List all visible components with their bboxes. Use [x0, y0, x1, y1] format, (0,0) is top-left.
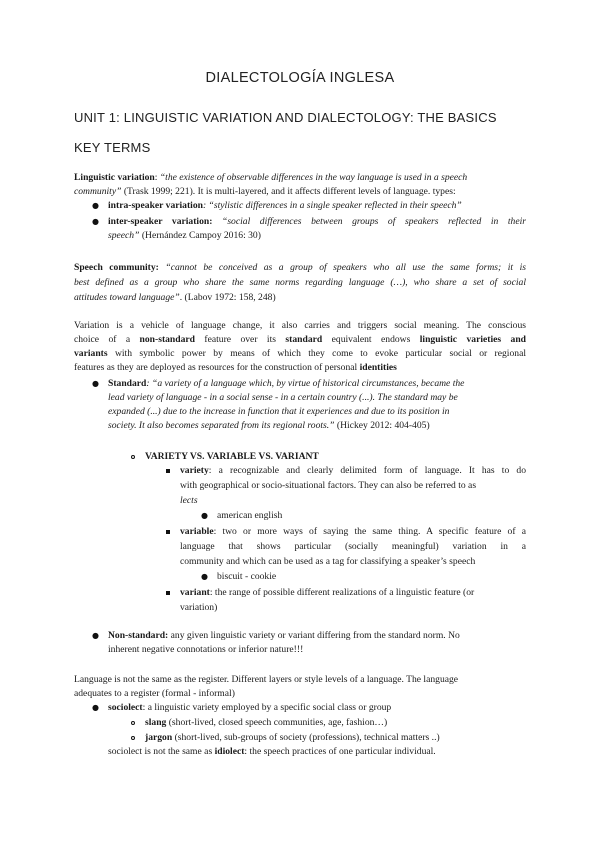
idiolect-text: sociolect is not the same as — [108, 746, 215, 757]
jargon-text: (short-lived, sub-groups of society (professions), technical matters ..) — [172, 732, 440, 743]
variant-line-2: variation) — [180, 602, 218, 613]
idiolect-term: idiolect — [214, 746, 245, 757]
variation-line-4 — [74, 362, 397, 374]
variant-text: : the range of possible different realizations of a linguistic feature (or — [209, 587, 475, 598]
bullet-circle-icon — [131, 721, 135, 725]
bullet-circle-icon — [131, 455, 135, 459]
standard-def-text: : “a variety of a language which, by virtue of historical circumstances, became the — [146, 378, 465, 389]
speech-comm-term: Speech community: — [74, 262, 159, 273]
inter-speaker-line-2 — [108, 230, 261, 242]
ling-var-line-2 — [74, 186, 456, 198]
variation-line-3 — [74, 348, 526, 360]
varieties-term: linguistic varieties and — [419, 334, 526, 345]
idiolect-text-end: : the speech practices of one particular individual. — [244, 746, 436, 757]
bullet-dot-icon: ● — [92, 217, 99, 226]
bullet-square-icon — [166, 591, 170, 595]
standard-line-4 — [108, 420, 430, 432]
slang-line — [145, 717, 387, 729]
standard-line-2: lead variety of language - in a social sense - in a certain country (...). The standard may be — [108, 392, 458, 403]
vvv-heading: VARIETY VS. VARIABLE VS. VARIANT — [145, 451, 319, 462]
register-line-2: adequates to a register (formal - informal) — [74, 688, 235, 699]
standard-def-term: Standard — [108, 378, 147, 389]
ling-var-quote-end: community” — [74, 186, 122, 197]
unit-title: UNIT 1: LINGUISTIC VARIATION AND DIALECTOLOGY: THE BASICS — [74, 110, 497, 125]
variation-text: feature over its — [195, 334, 286, 345]
intra-term: intra-speaker variation — [108, 200, 203, 211]
variation-text: features as they are deployed as resources for the construction of personal — [74, 362, 360, 373]
slang-term: slang — [145, 717, 167, 728]
speech-comm-citation: . (Labov 1972: 158, 248) — [179, 292, 276, 303]
inter-text: “social differences between groups of speakers reflected in their — [212, 216, 526, 227]
speech-comm-line-2: best defined as a group who share the same norms regarding language (…), who share a set of social — [74, 277, 526, 288]
bullet-dot-icon: ● — [92, 703, 99, 712]
inter-speaker-line-1 — [108, 216, 526, 228]
speech-comm-text-3: attitudes toward language” — [74, 292, 180, 303]
variable-line-2: language that shows particular (socially meaningful) variation in a — [180, 541, 526, 552]
variants-term: variants — [74, 348, 108, 359]
jargon-term: jargon — [145, 732, 173, 743]
speech-comm-text-1: “cannot be conceived as a group of speakers who all use the same forms; it is — [158, 262, 526, 273]
register-line-1: Language is not the same as the register. Different layers or style levels of a language. The language — [74, 674, 459, 685]
inter-citation: (Hernández Campoy 2016: 30) — [139, 230, 261, 241]
variation-text: with symbolic power by means of which they come to evoke particular social or regional — [107, 348, 526, 359]
variable-line-1 — [180, 526, 526, 538]
idiolect-line — [108, 746, 436, 758]
variant-line-1 — [180, 587, 474, 599]
ling-var-line-1 — [74, 172, 467, 184]
bullet-square-icon — [166, 530, 170, 534]
sociolect-line — [108, 702, 391, 714]
variation-line-1: Variation is a vehicle of language change, it also carries and triggers social meaning. The conscious — [74, 320, 526, 331]
variety-text: : a recognizable and clearly delimited form of language. It has to do — [208, 465, 526, 476]
slang-text: (short-lived, closed speech communities, age, fashion…) — [166, 717, 388, 728]
variable-term: variable — [180, 526, 214, 537]
ling-var-quote: “the existence of observable differences in the way language is used in a speech — [157, 172, 468, 183]
document-title: DIALECTOLOGÍA INGLESA — [205, 70, 395, 86]
identities-term: identities — [359, 362, 397, 373]
variety-example: american english — [217, 510, 283, 521]
inter-text-end: speech” — [108, 230, 140, 241]
intra-speaker-line — [108, 200, 462, 212]
non-standard-def-term: Non-standard: — [108, 630, 169, 641]
standard-term: standard — [285, 334, 323, 345]
ling-var-term: Linguistic variation — [74, 172, 155, 183]
ling-var-colon: : — [154, 172, 158, 183]
variation-text: choice of a — [74, 334, 140, 345]
speech-comm-line-3 — [74, 292, 276, 304]
ling-var-citation: (Trask 1999; 221). It is multi-layered, and it affects different levels of language. types: — [121, 186, 456, 197]
bullet-square-icon — [166, 469, 170, 473]
variety-term: variety — [180, 465, 209, 476]
bullet-dot-icon: ● — [92, 631, 99, 640]
variety-line-3: lects — [180, 495, 198, 506]
bullet-circle-icon — [131, 736, 135, 740]
sociolect-text: : a linguistic variety employed by a specific social class or group — [142, 702, 392, 713]
non-standard-term: non-standard — [139, 334, 195, 345]
bullet-dot-icon: ● — [201, 511, 208, 520]
sociolect-term: sociolect — [108, 702, 143, 713]
standard-line-3: expanded (...) due to the increase in function that it experiences and due to its position in — [108, 406, 450, 417]
variable-example: biscuit - cookie — [217, 571, 277, 582]
non-standard-line-2: inherent negative connotations or inferior nature!!! — [108, 644, 304, 655]
variable-text: : two or more ways of saying the same thing. A specific feature of a — [213, 526, 526, 537]
section-title: KEY TERMS — [74, 140, 151, 155]
bullet-dot-icon: ● — [92, 201, 99, 210]
variation-text: equivalent endows — [322, 334, 420, 345]
standard-citation: (Hickey 2012: 404-405) — [334, 420, 430, 431]
jargon-line — [145, 732, 440, 744]
standard-line-1 — [108, 378, 464, 390]
standard-def-text-end: society. It also becomes separated from its regional roots.” — [108, 420, 335, 431]
speech-comm-line-1 — [74, 262, 526, 274]
inter-term: inter-speaker variation: — [108, 216, 213, 227]
intra-text: : “stylistic differences in a single speaker reflected in their speech” — [202, 200, 462, 211]
non-standard-text: any given linguistic variety or variant differing from the standard norm. No — [168, 630, 460, 641]
non-standard-line-1 — [108, 630, 460, 642]
variety-line-2: with geographical or socio-situational factors. They can also be referred to as — [180, 480, 477, 491]
bullet-dot-icon: ● — [92, 379, 99, 388]
variety-line-1 — [180, 465, 526, 477]
bullet-dot-icon: ● — [201, 572, 208, 581]
variation-line-2 — [74, 334, 526, 346]
variable-line-3: community and which can be used as a tag for classifying a speaker’s speech — [180, 556, 476, 567]
variant-term: variant — [180, 587, 210, 598]
